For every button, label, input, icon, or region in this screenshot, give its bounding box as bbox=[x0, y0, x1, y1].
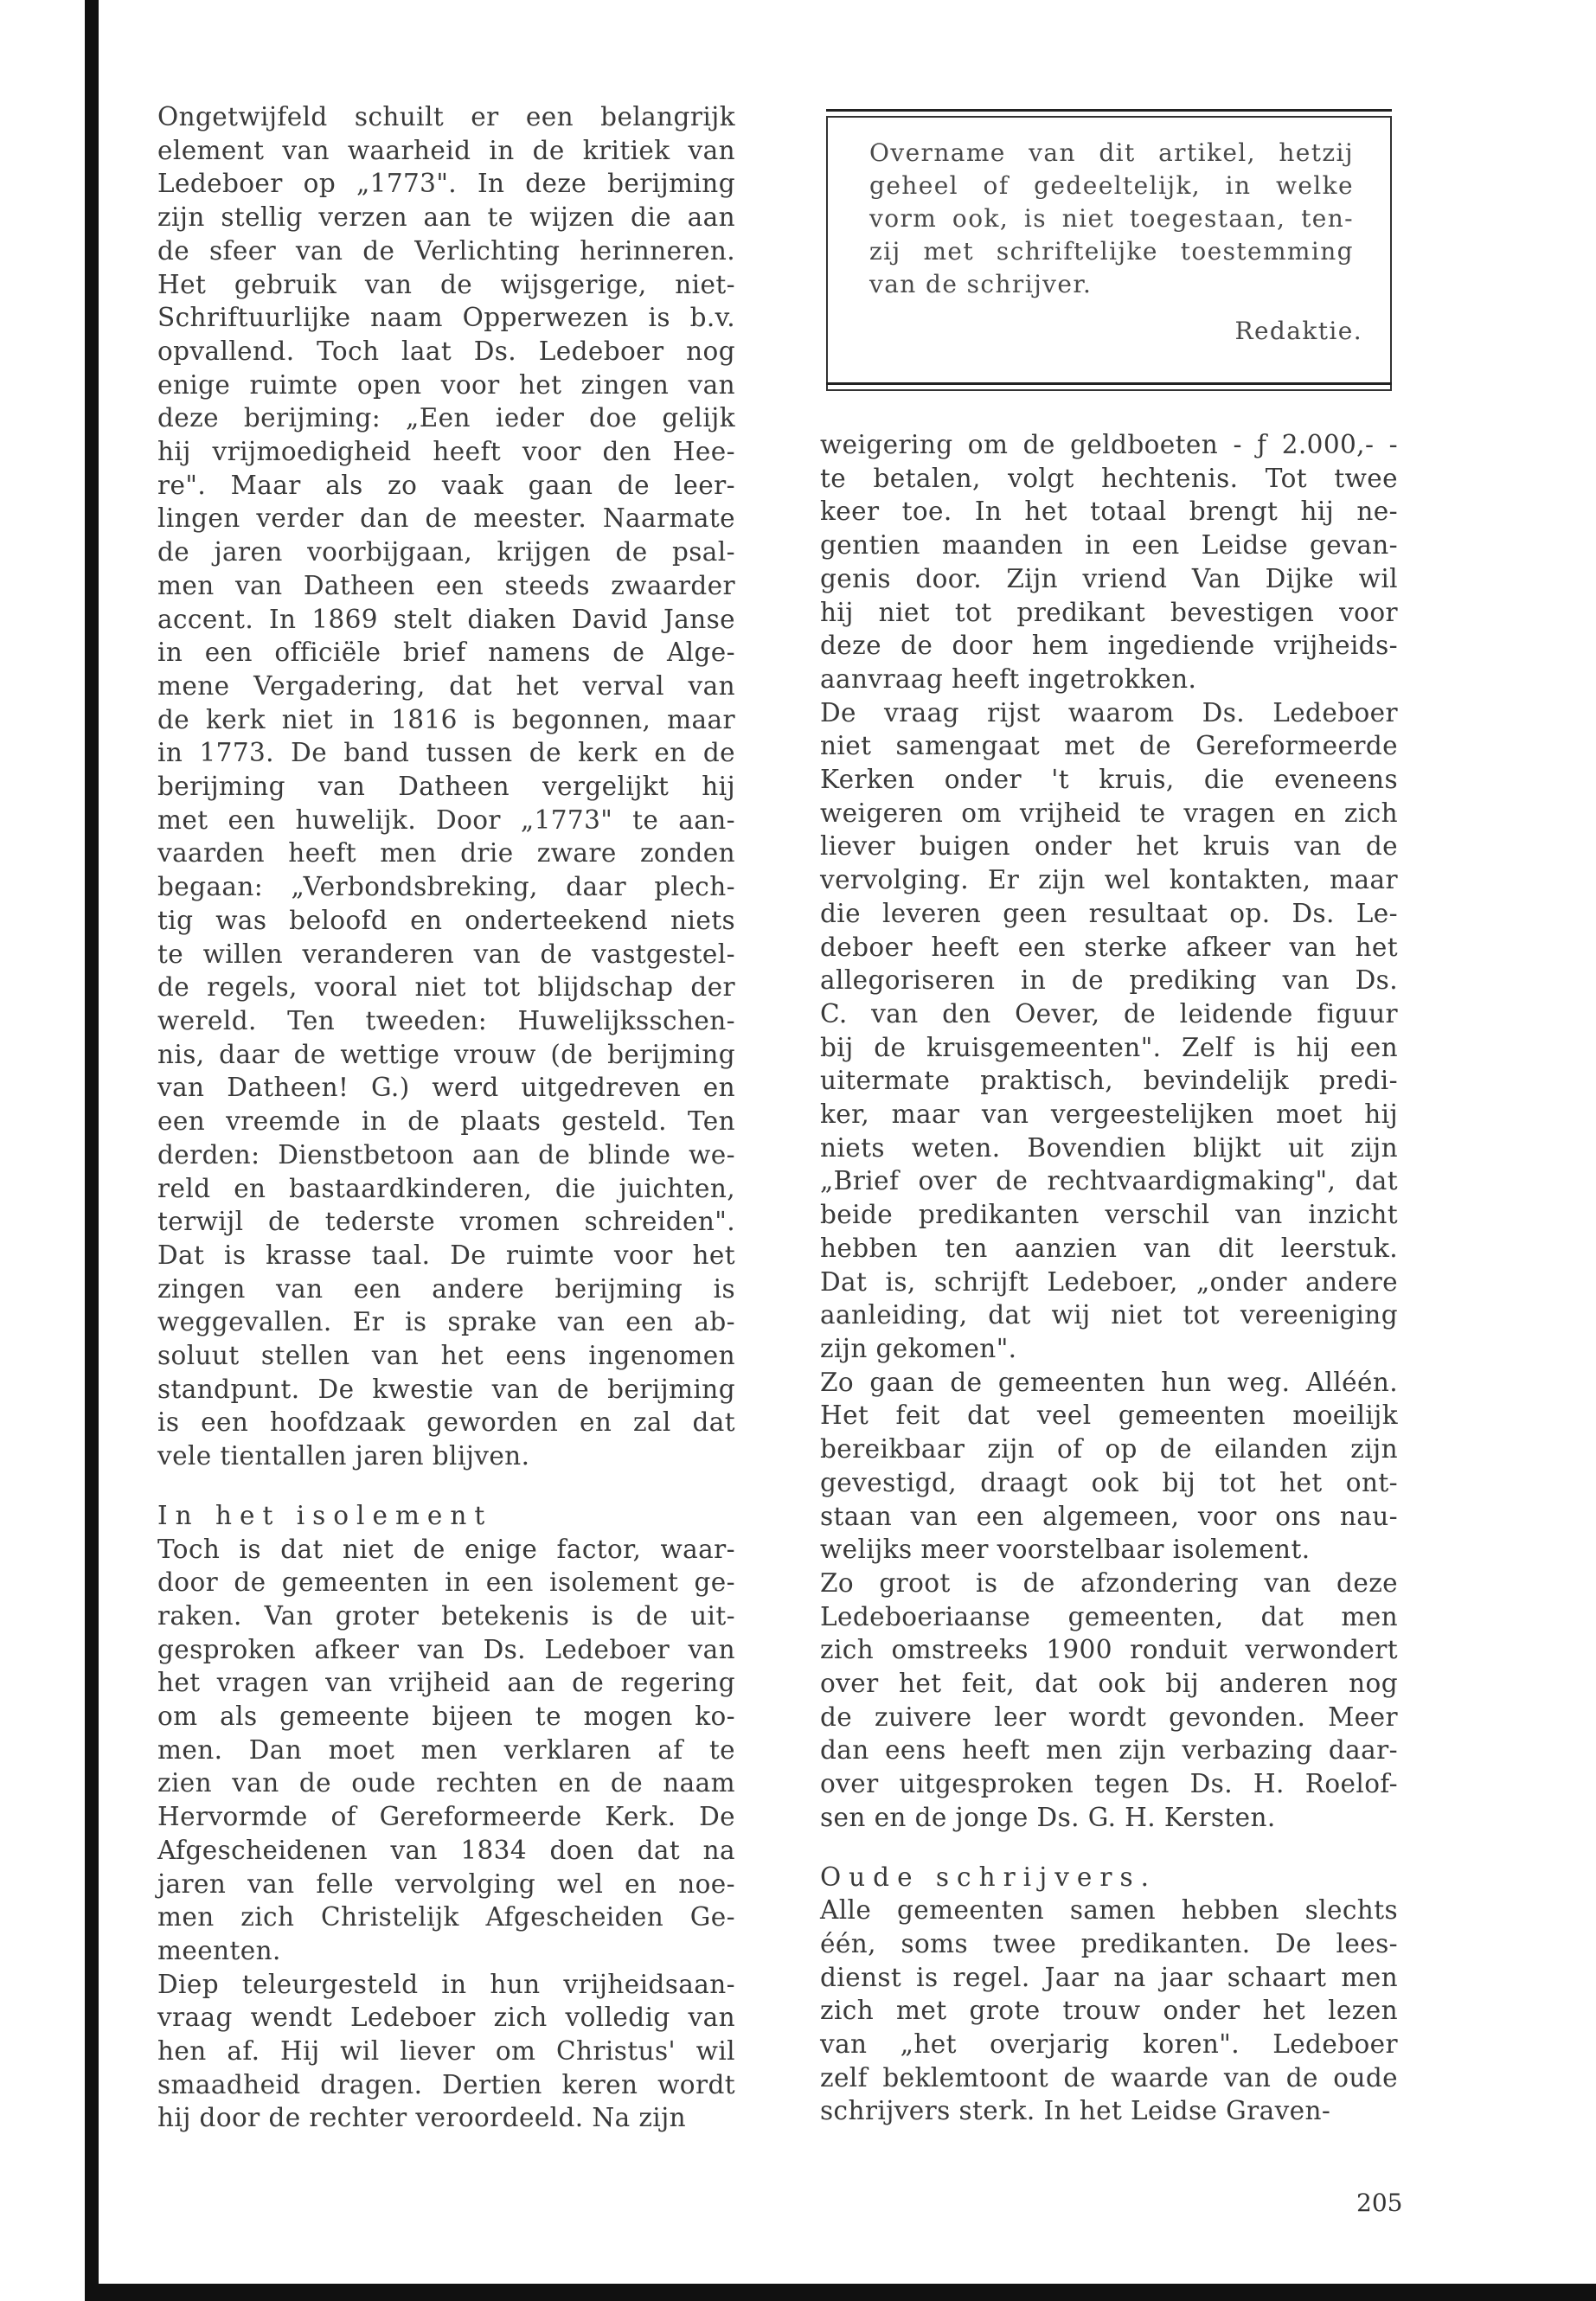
text-line: een vreemde in de plaats gesteld. Ten bbox=[157, 1106, 735, 1137]
page-number: 205 bbox=[1356, 2189, 1403, 2217]
text-line: lingen verder dan de meester. Naarmate bbox=[157, 503, 735, 534]
text-line: Ledeboer op „1773". In deze berijming bbox=[157, 169, 735, 199]
text-line: men van Datheen een steeds zwaarder bbox=[157, 570, 735, 600]
text-line: Toch is dat niet de enige factor, waar- bbox=[157, 1534, 735, 1564]
text-line: van Datheen! G.) werd uitgedreven en bbox=[157, 1073, 735, 1103]
text-line: in 1773. De band tussen de kerk en de bbox=[157, 738, 735, 768]
right-para-1 bbox=[820, 428, 1398, 696]
text-line: hij door de rechter veroordeeld. Na zijn bbox=[157, 2103, 687, 2133]
text-line: tig was beloofd en onderteekend niets bbox=[157, 905, 735, 935]
text-line: staan van een algemeen, voor ons nau- bbox=[820, 1501, 1398, 1531]
text-line: raken. Van groter betekenis is de uit- bbox=[157, 1600, 735, 1631]
text-line: sen en de jonge Ds. G. H. Kersten. bbox=[820, 1802, 1276, 1832]
text-line: wereld. Ten tweeden: Huwelijksschen- bbox=[157, 1005, 735, 1035]
text-line: opvallend. Toch laat Ds. Ledeboer nog bbox=[157, 336, 735, 366]
text-line: beide predikanten verschil van inzicht bbox=[820, 1200, 1398, 1230]
text-line: vraag wendt Ledeboer zich volledig van bbox=[157, 2003, 735, 2033]
text-line: zien van de oude rechten en de naam bbox=[157, 1768, 735, 1798]
text-line: genis door. Zijn vriend Van Dijke wil bbox=[820, 563, 1398, 593]
text-line: aanleiding, dat wij niet tot vereeniging bbox=[820, 1300, 1398, 1330]
text-line: begaan: „Verbondsbreking, daar plech- bbox=[157, 872, 735, 902]
text-line: zijn stellig verzen aan te wijzen die aan bbox=[157, 202, 735, 233]
text-line: vele tientallen jaren blijven. bbox=[157, 1441, 530, 1471]
text-line: over uitgesproken tegen Ds. H. Roelof- bbox=[820, 1769, 1398, 1799]
text-line: welijks meer voorstelbaar isolement. bbox=[820, 1535, 1311, 1565]
text-line: Diep teleurgesteld in hun vrijheidsaan- bbox=[157, 1969, 735, 1999]
text-line: gentien maanden in een Leidse gevan- bbox=[820, 530, 1398, 561]
notice-signature: Redaktie. bbox=[1234, 317, 1362, 345]
text-line: nis, daar de wettige vrouw (de berijming bbox=[157, 1039, 735, 1069]
text-line: enige ruimte open voor het zingen van bbox=[157, 369, 735, 400]
text-line: Hervormde of Gereformeerde Kerk. De bbox=[157, 1802, 735, 1832]
text-line: Dat is krasse taal. De ruimte voor het bbox=[157, 1240, 735, 1270]
text-line: vorm ook, is niet toegestaan, ten- bbox=[869, 204, 1354, 233]
text-line: vervolging. Er zijn wel kontakten, maar bbox=[820, 865, 1398, 895]
text-line: zich met grote trouw onder het lezen bbox=[820, 1996, 1398, 2026]
text-line: liever buigen onder het kruis van de bbox=[820, 831, 1398, 862]
text-line: met een huwelijk. Door „1773" te aan- bbox=[157, 804, 735, 835]
text-line: deze berijming: „Een ieder doe gelijk bbox=[157, 403, 735, 433]
text-line: Overname van dit artikel, hetzij bbox=[869, 138, 1354, 167]
text-line: ker, maar van vergeestelijken moet hij bbox=[820, 1099, 1398, 1130]
text-line: C. van den Oever, de leidende figuur bbox=[820, 998, 1398, 1029]
text-line: te betalen, volgt hechtenis. Tot twee bbox=[820, 463, 1398, 493]
text-line: in een officiële brief namens de Alge- bbox=[157, 638, 735, 668]
text-line: Zo groot is de afzondering van deze bbox=[820, 1567, 1398, 1598]
text-line: zijn gekomen". bbox=[820, 1333, 1017, 1363]
text-line: uitermate praktisch, bevindelijk predi- bbox=[820, 1066, 1398, 1096]
text-line: terwijl de tederste vromen schreiden". bbox=[157, 1207, 735, 1237]
notice-rule bbox=[826, 389, 1392, 391]
text-line: Kerken onder 't kruis, die eveneens bbox=[820, 765, 1398, 795]
text-line: „Brief over de rechtvaardigmaking", dat bbox=[820, 1166, 1398, 1196]
notice-rule bbox=[826, 109, 1392, 112]
text-line: zich omstreeks 1900 ronduit verwondert bbox=[820, 1635, 1398, 1665]
text-line: weigeren om vrijheid te vragen en zich bbox=[820, 798, 1398, 828]
text-line: Ledeboeriaanse gemeenten, dat men bbox=[820, 1601, 1398, 1631]
text-line: bereikbaar zijn of op de eilanden zijn bbox=[820, 1434, 1398, 1465]
text-line: zelf beklemtoont de waarde van de oude bbox=[820, 2062, 1398, 2093]
left-para-1 bbox=[157, 100, 735, 1473]
notice-rule bbox=[826, 116, 828, 389]
text-line: mene Vergadering, dat het verval van bbox=[157, 670, 735, 701]
left-para-3 bbox=[157, 1968, 735, 2136]
text-line: niet samengaat met de Gereformeerde bbox=[820, 731, 1398, 761]
text-line: keer toe. In het totaal brengt hij ne- bbox=[820, 497, 1398, 527]
text-line: Ongetwijfeld schuilt er een belangrijk bbox=[157, 102, 735, 131]
text-line: Zo gaan de gemeenten hun weg. Alléén. bbox=[820, 1367, 1398, 1397]
text-line: van de schrijver. bbox=[869, 270, 1093, 298]
section-heading-oude-schrijvers: Oude schrijvers. bbox=[820, 1862, 1157, 1892]
binding-edge bbox=[85, 0, 99, 2301]
text-line: te willen veranderen van de vastgestel- bbox=[157, 939, 735, 969]
text-line: soluut stellen van het eens ingenomen bbox=[157, 1341, 735, 1371]
right-para-2 bbox=[820, 696, 1398, 1366]
text-line: Schriftuurlijke naam Opperwezen is b.v. bbox=[157, 303, 735, 333]
text-line: hebben ten aanzien van dit leerstuk. bbox=[820, 1233, 1398, 1263]
text-line: weggevallen. Er is sprake van een ab- bbox=[157, 1307, 735, 1337]
text-line: deze de door hem ingediende vrijheids- bbox=[820, 631, 1398, 661]
text-line: dan eens heeft men zijn verbazing daar- bbox=[820, 1735, 1398, 1766]
right-column bbox=[820, 428, 1398, 2128]
text-line: door de gemeenten in een isolement ge- bbox=[157, 1567, 735, 1598]
text-line: aanvraag heeft ingetrokken. bbox=[820, 663, 1197, 694]
text-line: gevestigd, draagt ook bij tot het ont- bbox=[820, 1467, 1398, 1497]
text-line: Alle gemeenten samen hebben slechts bbox=[820, 1895, 1398, 1926]
text-line: men. Dan moet men verklaren af te bbox=[157, 1734, 735, 1765]
text-line: om als gemeente bijeen te mogen ko- bbox=[157, 1702, 735, 1732]
notice-rule bbox=[826, 116, 1392, 118]
text-line: het vragen van vrijheid aan de regering bbox=[157, 1668, 735, 1698]
text-line: accent. In 1869 stelt diaken David Janse bbox=[157, 604, 735, 634]
text-line: allegoriseren in de prediking van Ds. bbox=[820, 965, 1398, 996]
text-line: zij met schriftelijke toestemming bbox=[869, 237, 1354, 266]
left-para-2 bbox=[157, 1533, 735, 1968]
text-line: derden: Dienstbetoon aan de blinde we- bbox=[157, 1139, 735, 1170]
text-line: geheel of gedeeltelijk, in welke bbox=[869, 171, 1354, 200]
text-line: De vraag rijst waarom Ds. Ledeboer bbox=[820, 697, 1398, 727]
text-line: hen af. Hij wil liever om Christus' wil bbox=[157, 2036, 735, 2067]
text-line: element van waarheid in de kritiek van bbox=[157, 135, 735, 165]
text-line: hij vrijmoedigheid heeft voor den Hee- bbox=[157, 437, 735, 467]
text-line: jaren van felle vervolging wel en noe- bbox=[157, 1868, 735, 1899]
section-heading-isolement: In het isolement bbox=[157, 1500, 493, 1530]
text-line: hij niet tot predikant bevestigen voor bbox=[820, 597, 1398, 627]
text-line: schrijvers sterk. In het Leidse Graven- bbox=[820, 2096, 1331, 2126]
text-line: de sfeer van de Verlichting herinneren. bbox=[157, 235, 735, 266]
text-line: die leveren geen resultaat op. Ds. Le- bbox=[820, 898, 1398, 928]
text-line: vaarden heeft men drie zware zonden bbox=[157, 838, 735, 868]
text-line: meenten. bbox=[157, 1935, 281, 1965]
text-line: dienst is regel. Jaar na jaar schaart men bbox=[820, 1962, 1398, 1992]
right-para-3 bbox=[820, 1366, 1398, 1567]
text-line: Het feit dat veel gemeenten moeilijk bbox=[820, 1400, 1398, 1431]
text-line: over het feit, dat ook bij anderen nog bbox=[820, 1669, 1398, 1699]
text-line: van „het overjarig koren". Ledeboer bbox=[820, 2029, 1398, 2060]
text-line: zingen van een andere berijming is bbox=[157, 1273, 735, 1304]
text-line: de kerk niet in 1816 is begonnen, maar bbox=[157, 704, 735, 734]
text-line: bij de kruisgemeenten". Zelf is hij een bbox=[820, 1032, 1398, 1062]
notice-rule bbox=[1390, 116, 1392, 389]
text-line: berijming van Datheen vergelijkt hij bbox=[157, 772, 735, 802]
text-line: Dat is, schrijft Ledeboer, „onder andere bbox=[820, 1266, 1398, 1297]
text-line: gesproken afkeer van Ds. Ledeboer van bbox=[157, 1634, 735, 1664]
text-line: één, soms twee predikanten. De lees- bbox=[820, 1928, 1398, 1958]
text-line: de regels, vooral niet tot blijdschap der bbox=[157, 972, 735, 1003]
right-para-4 bbox=[820, 1567, 1398, 1835]
text-line: men zich Christelijk Afgescheiden Ge- bbox=[157, 1902, 735, 1932]
right-para-5 bbox=[820, 1894, 1398, 2128]
text-line: Het gebruik van de wijsgerige, niet- bbox=[157, 269, 735, 299]
left-column bbox=[157, 100, 735, 2135]
text-line: de jaren voorbijgaan, krijgen de psal- bbox=[157, 537, 735, 567]
text-line: reld en bastaardkinderen, die juichten, bbox=[157, 1173, 735, 1203]
text-line: Afgescheidenen van 1834 doen dat na bbox=[157, 1835, 735, 1865]
notice-rule bbox=[826, 382, 1392, 385]
text-line: deboer heeft een sterke afkeer van het bbox=[820, 932, 1398, 962]
text-line: weigering om de geldboeten - ƒ 2.000,- - bbox=[820, 430, 1398, 459]
text-line: is een hoofdzaak geworden en zal dat bbox=[157, 1407, 735, 1438]
copyright-notice bbox=[869, 137, 1354, 301]
text-line: re". Maar als zo vaak gaan de leer- bbox=[157, 470, 735, 500]
text-line: standpunt. De kwestie van de berijming bbox=[157, 1374, 735, 1404]
bottom-scan-edge bbox=[85, 2284, 1596, 2301]
text-line: niets weten. Bovendien blijkt uit zijn bbox=[820, 1132, 1398, 1163]
text-line: de zuivere leer wordt gevonden. Meer bbox=[820, 1702, 1398, 1732]
text-line: smaadheid dragen. Dertien keren wordt bbox=[157, 2069, 735, 2099]
